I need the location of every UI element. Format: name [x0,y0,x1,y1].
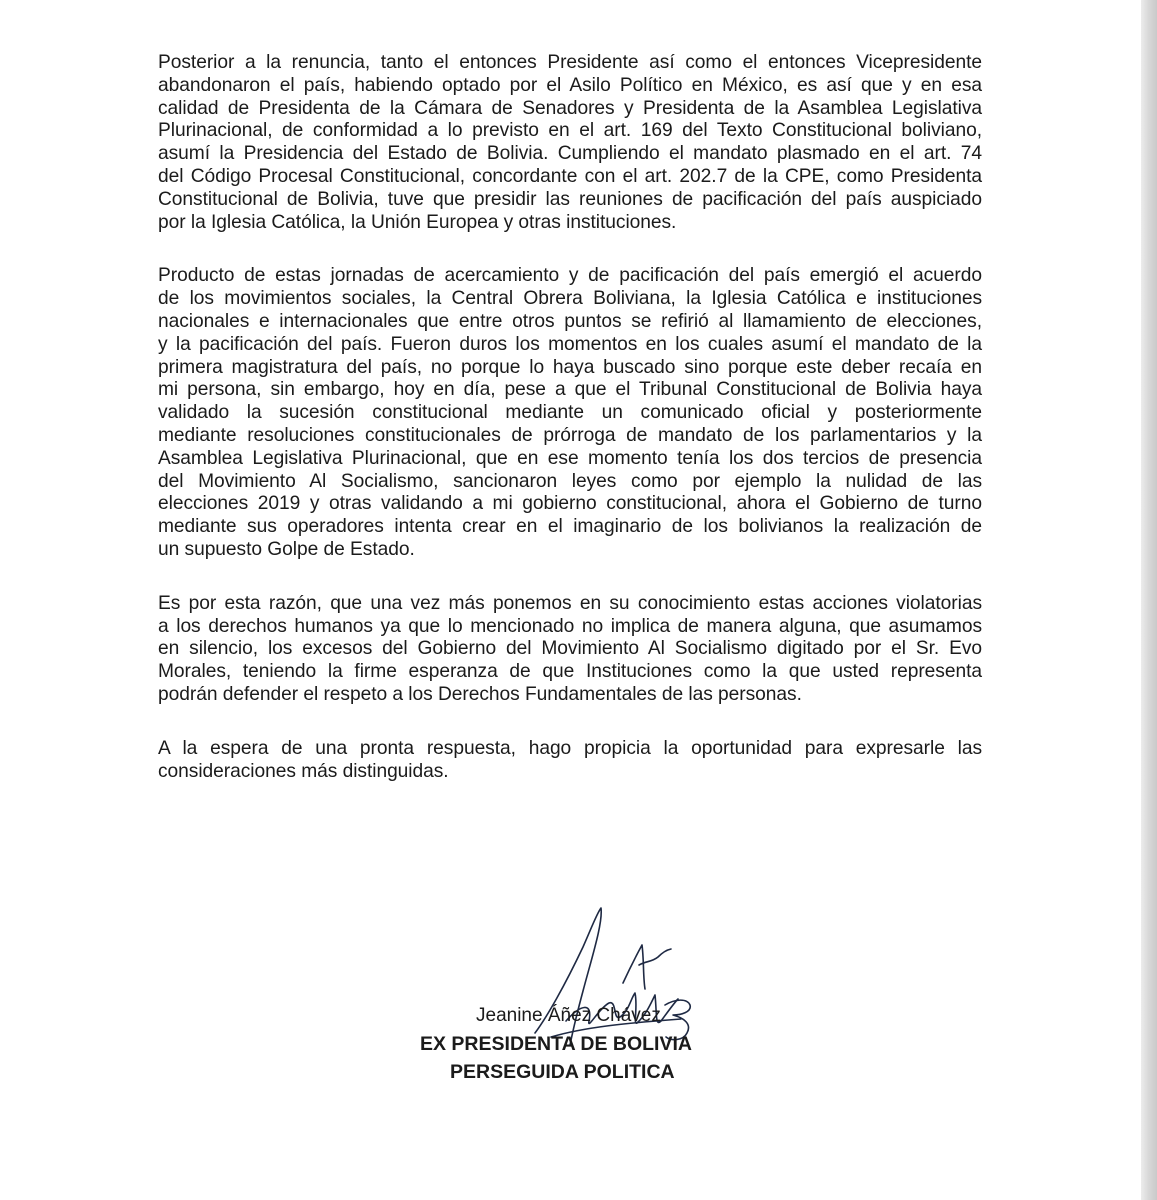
text-line: Morales, teniendo la firme esperanza de que Instituciones como la que usted representa [158,661,982,683]
text-line: por la Iglesia Católica, la Unión Europea y otras instituciones. [158,211,677,233]
text-line: consideraciones más distinguidas. [158,760,449,782]
text-line: Asamblea Legislativa Plurinacional, que en ese momento tenía los dos tercios de presencia [158,447,982,469]
text-line: elecciones 2019 y otras validando a mi gobierno constitucional, ahora el Gobierno de turno [158,493,982,515]
text-line: podrán defender el respeto a los Derechos Fundamentales de las personas. [158,683,802,705]
text-line: Es por esta razón, que una vez más ponemos en su conocimiento estas acciones violatorias [158,592,982,614]
text-line: Producto de estas jornadas de acercamiento y de pacificación del país emergió el acuerdo [158,265,982,287]
text-line: en silencio, los excesos del Gobierno del Movimiento Al Socialismo digitado por el Sr. Evo [158,638,982,660]
paragraph-2 [158,265,982,561]
letter-body [158,52,982,814]
signer-name: Jeanine Áñez Chávez [476,1005,661,1026]
paragraph-4 [158,738,982,784]
text-line: un supuesto Golpe de Estado. [158,538,415,560]
text-line: mediante sus operadores intenta crear en el imaginario de los bolivianos la realización de [158,516,982,538]
text-line: mi persona, sin embargo, hoy en día, pese a que el Tribunal Constitucional de Bolivia haya [158,379,982,401]
paragraph-1 [158,52,982,234]
text-line: asumí la Presidencia del Estado de Bolivia. Cumpliendo el mandato plasmado en el art. 74 [158,143,982,165]
text-line: Posterior a la renuncia, tanto el entonces Presidente así como el entonces Vicepresidente [158,52,982,73]
text-line: a los derechos humanos ya que lo mencionado no implica de manera alguna, que asumamos [158,615,982,637]
signer-title: EX PRESIDENTA DE BOLIVIA [420,1033,692,1055]
text-line: del Movimiento Al Socialismo, sancionaron leyes como por ejemplo la nulidad de las [158,470,982,492]
text-line: abandonaron el país, habiendo optado por el Asilo Político en México, es así que y en esa [158,74,982,96]
text-line: y la pacificación del país. Fueron duros los momentos en los cuales asumí el mandato de la [158,333,982,355]
text-line: del Código Procesal Constitucional, concordante con el art. 202.7 de la CPE, como Presidenta [158,165,982,187]
text-line: mediante resoluciones constitucionales de prórroga de mandato de los parlamentarios y la [158,424,982,446]
paragraph-3 [158,593,982,707]
text-line: nacionales e internacionales que entre otros puntos se refirió al llamamiento de elecciones, [158,310,982,332]
handwritten-signature [525,905,705,1050]
text-line: validado la sucesión constitucional mediante un comunicado oficial y posteriormente [158,402,982,424]
text-line: primera magistratura del país, no porque lo haya buscado sino porque este deber recaía en [158,356,982,378]
text-line: A la espera de una pronta respuesta, hago propicia la oportunidad para expresarle las [158,737,982,759]
signer-subtitle: PERSEGUIDA POLITICA [450,1061,675,1083]
page-edge-shadow [1141,0,1157,1200]
text-line: calidad de Presidenta de la Cámara de Senadores y Presidenta de la Asamblea Legislativa [158,97,982,119]
text-line: de los movimientos sociales, la Central Obrera Boliviana, la Iglesia Católica e instituciones [158,288,982,310]
text-line: Constitucional de Bolivia, tuve que presidir las reuniones de pacificación del país auspiciado [158,188,982,210]
text-line: Plurinacional, de conformidad a lo previsto en el art. 169 del Texto Constitucional boliviano, [158,120,982,142]
